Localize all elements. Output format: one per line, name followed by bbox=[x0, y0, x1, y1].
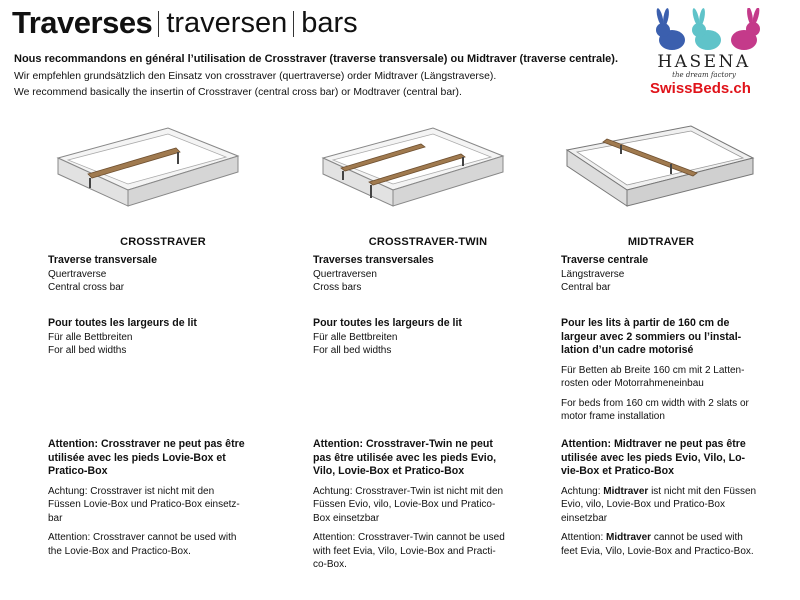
type-english: Central bar bbox=[561, 282, 611, 293]
width-french: Pour toutes les largeurs de lit bbox=[48, 317, 197, 329]
attention-block bbox=[561, 438, 761, 558]
type-french: Traverses transversales bbox=[313, 254, 434, 266]
type-french: Traverse centrale bbox=[561, 254, 649, 266]
rabbits-logo-icon bbox=[648, 8, 768, 54]
attention-english-prefix: Attention: bbox=[561, 532, 604, 543]
width-french: Pour toutes les largeurs de lit bbox=[313, 317, 462, 329]
title-french: Traverses bbox=[12, 5, 153, 40]
page-title bbox=[12, 6, 358, 40]
width-english: For all bed widths bbox=[48, 345, 127, 356]
type-german: Quertraverse bbox=[48, 268, 107, 280]
title-divider bbox=[293, 11, 294, 37]
type-german: Quertraversen bbox=[313, 268, 377, 280]
width-block bbox=[561, 317, 761, 424]
intro-english: We recommend basically the insertin of Crosstraver (central cross bar) or Modtraver (central bar). bbox=[14, 87, 462, 98]
attention-german: Achtung: Crosstraver-Twin ist nicht mit den Füssen Evio, vilo, Lovie-Box und Pratico-Box einsetzbar bbox=[313, 485, 504, 524]
type-french: Traverse transversale bbox=[48, 254, 157, 266]
column-crosstraver-twin bbox=[313, 108, 543, 570]
hasena-logo bbox=[640, 8, 790, 100]
width-french: Pour les lits à partir de 160 cm de largeur avec 2 sommiers ou l’instal-lation d’un cadre motorisé bbox=[561, 317, 742, 356]
width-block bbox=[48, 317, 288, 358]
width-german: Für alle Bettbreiten bbox=[313, 331, 398, 343]
logo-tagline: the dream factory bbox=[672, 71, 736, 79]
intro-text bbox=[14, 51, 634, 102]
column-midtraver bbox=[561, 108, 791, 557]
type-block bbox=[313, 254, 553, 295]
attention-german-product: Midtraver bbox=[603, 485, 649, 497]
width-block bbox=[313, 317, 553, 358]
attention-german-prefix: Achtung: bbox=[561, 485, 601, 497]
width-german: Für Betten ab Breite 160 cm mit 2 Latten-rosten oder Motorrahmeneinbau bbox=[561, 364, 745, 389]
attention-german: Achtung: Crosstraver ist nicht mit den Füssen Lovie-Box und Pratico-Box einsetz-bar bbox=[48, 485, 240, 524]
attention-german-rest: ist nicht mit den Füssen Evio, vilo, Lovie-Box und Pratico-Box einsetzbar bbox=[561, 485, 757, 524]
width-german: Für alle Bettbreiten bbox=[48, 331, 133, 343]
rabbit-blue-icon bbox=[655, 8, 685, 50]
width-english: For beds from 160 cm width with 2 slats or motor frame installation bbox=[561, 397, 749, 422]
type-english: Cross bars bbox=[313, 282, 362, 293]
midtraver-illustration bbox=[561, 108, 761, 220]
crosstraver-illustration bbox=[48, 108, 248, 220]
attention-english: Attention: Crosstraver cannot be used with the Lovie-Box and Practico-Box. bbox=[48, 532, 237, 557]
column-title: CROSSTRAVER-TWIN bbox=[368, 236, 488, 248]
title-divider bbox=[158, 11, 159, 37]
type-block bbox=[48, 254, 288, 295]
attention-french: Attention: Crosstraver-Twin ne peut pas être utilisée avec les pieds Evio, Vilo, Lovie-Box et Pratico-Box bbox=[313, 438, 497, 477]
type-german: Längstraverse bbox=[561, 268, 625, 280]
intro-french: Nous recommandons en général l’utilisation de Crosstraver (traverse transversale) ou Midtraver (traverse centrale). bbox=[14, 53, 619, 65]
crosstraver-twin-illustration bbox=[313, 108, 513, 220]
attention-english: Attention: Crosstraver-Twin cannot be used with feet Evia, Vilo, Lovie-Box and Practi-co-Box. bbox=[313, 532, 505, 570]
attention-german bbox=[561, 485, 761, 526]
attention-english-product: Midtraver bbox=[606, 532, 652, 543]
column-crosstraver bbox=[48, 108, 278, 557]
attention-english-rest: cannot be used with feet Evia, Vilo, Lovie-Box and Practico-Box. bbox=[561, 532, 754, 557]
type-english: Central cross bar bbox=[48, 282, 125, 293]
logo-brand: HASENA bbox=[657, 52, 751, 72]
column-title: MIDTRAVER bbox=[627, 236, 695, 248]
type-block bbox=[561, 254, 800, 295]
attention-english bbox=[561, 531, 761, 558]
width-english: For all bed widths bbox=[313, 345, 392, 356]
intro-german: Wir empfehlen grundsätzlich den Einsatz von crosstraver (quertraverse) order Midtraver (Längstraverse). bbox=[14, 70, 497, 82]
swissbeds-link[interactable]: SwissBeds.ch bbox=[650, 80, 751, 97]
rabbit-teal-icon bbox=[691, 8, 721, 50]
title-english: bars bbox=[301, 7, 358, 39]
rabbit-magenta-icon bbox=[731, 8, 761, 50]
title-german: traversen bbox=[166, 7, 288, 39]
attention-french: Attention: Midtraver ne peut pas être utilisée avec les pieds Evio, Vilo, Lo-vie-Box et Pratico-Box bbox=[561, 438, 746, 477]
attention-block bbox=[48, 438, 248, 558]
attention-french: Attention: Crosstraver ne peut pas être utilisée avec les pieds Lovie-Box et Pratico-Box bbox=[48, 438, 245, 477]
column-title: CROSSTRAVER bbox=[120, 236, 206, 248]
attention-block bbox=[313, 438, 508, 572]
